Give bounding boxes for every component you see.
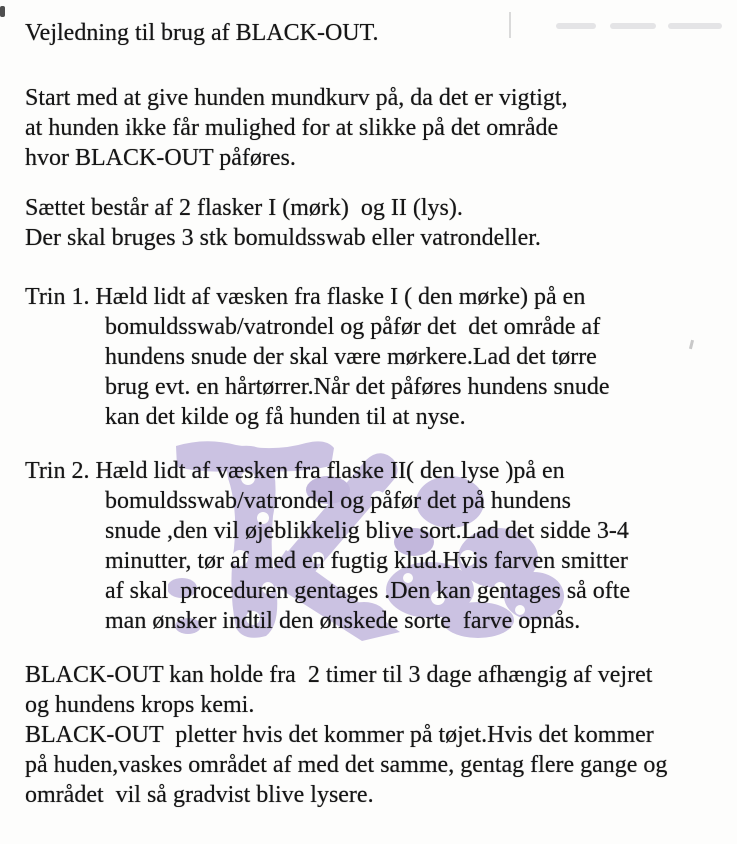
text-line: Start med at give hunden mundkurv på, da det er vigtigt, [25,85,568,111]
scan-smudge-1 [556,23,596,29]
text-line: området vil så gradvist blive lysere. [25,782,374,808]
paragraph-step-1 [25,282,727,432]
paragraph-kit-contents [25,193,727,253]
text-line: og hundens krops kemi. [25,692,255,718]
scan-smudge-3 [668,23,722,29]
text-line: BLACK-OUT pletter hvis det kommer på tøjet.Hvis det kommer [25,722,654,748]
text-line: at hunden ikke får mulighed for at slikke på det område [25,115,559,141]
scan-speck-top-left [0,6,5,17]
text-line: hundens snude der skal være mørkere.Lad det tørre [105,344,597,370]
paragraph-step-2 [25,456,727,636]
text-line: bomuldsswab/vatrondel og påfør det det område af [105,314,601,340]
text-line: bomuldsswab/vatrondel og påfør det på hundens [105,488,571,514]
text-line: Sættet består af 2 flasker I (mørk) og II (lys). [25,195,463,221]
text-line: på huden,vaskes området af med det samme, gentag flere gange og [25,752,668,778]
text-line: BLACK-OUT kan holde fra 2 timer til 3 dage afhængig af vejret [25,662,653,688]
text-line: af skal proceduren gentages .Den kan gentages så ofte [105,578,631,604]
paragraph-notes [25,660,727,810]
text-line: snude ,den vil øjeblikkelig blive sort.Lad det sidde 3-4 [105,518,629,544]
text-line: Trin 1. Hæld lidt af væsken fra flaske I ( den mørke) på en [25,284,586,310]
text-line: kan det kilde og få hunden til at nyse. [105,404,466,430]
text-line: Der skal bruges 3 stk bomuldsswab eller vatrondeller. [25,225,541,251]
paragraph-intro [25,83,727,173]
text-line: brug evt. en hårtørrer.Når det påføres hundens snude [105,374,610,400]
text-line: man ønsker indtil den ønskede sorte farve opnås. [105,608,581,634]
scan-line-artifact [509,12,511,38]
scan-smudge-2 [610,23,656,29]
text-line: Trin 2. Hæld lidt af væsken fra flaske II( den lyse )på en [25,458,565,484]
document-body [25,18,727,810]
document-title: Vejledning til brug af BLACK-OUT. [25,20,379,46]
text-line: hvor BLACK-OUT påføres. [25,145,296,171]
text-line: minutter, tør af med en fugtig klud.Hvis farven smitter [105,548,628,574]
